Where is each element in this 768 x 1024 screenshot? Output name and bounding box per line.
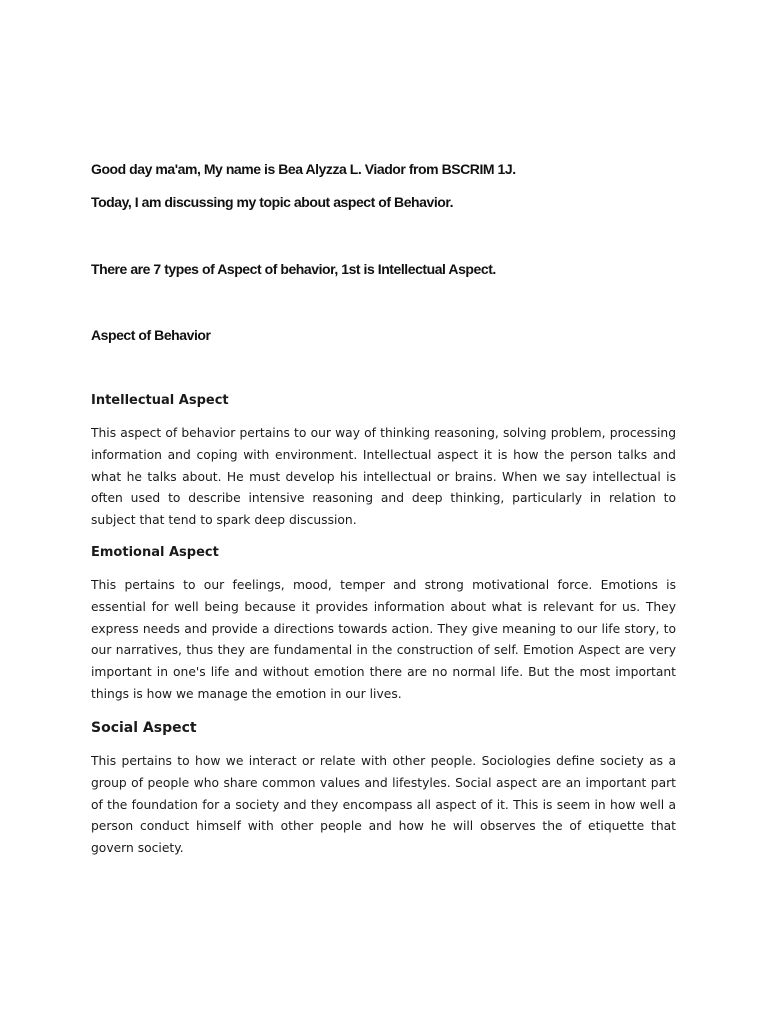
- section-heading-intellectual: Intellectual Aspect: [91, 393, 229, 408]
- section-body-social: This pertains to how we interact or relate with other people. Sociologies define society as a group of people who share common values and lifestyles. Social aspect are an important part of the foundation for a society and they encompass all aspect of it. This is seem in how well a person conduct himself with other people and how he will observes the of etiquette that govern society.: [91, 754, 676, 856]
- greeting-line: Good day ma'am, My name is Bea Alyzza L. Viador from BSCRIM 1J.: [91, 161, 516, 177]
- section-heading-emotional: Emotional Aspect: [91, 545, 219, 560]
- document-title: Aspect of Behavior: [91, 327, 211, 343]
- section-body-emotional: This pertains to our feelings, mood, temper and strong motivational force. Emotions is essential for well being because it provides information about what is relevant for us. They express needs and provide a directions towards action. They give meaning to our life story, to our narratives, thus they are fundamental in the construction of self. Emotion Aspect are very important in one's life and without emotion there are no normal life. But the most important things is how we manage the emotion in our lives.: [91, 578, 676, 701]
- topic-line: Today, I am discussing my topic about aspect of Behavior.: [91, 194, 454, 210]
- types-line: There are 7 types of Aspect of behavior, 1st is Intellectual Aspect.: [91, 261, 496, 277]
- section-heading-social: Social Aspect: [91, 720, 197, 736]
- section-body-intellectual: This aspect of behavior pertains to our way of thinking reasoning, solving problem, processing information and coping with environment. Intellectual aspect it is how the person talks and what he talks about. He must develop his intellectual or brains. When we say intellectual is often used to describe intensive reasoning and deep thinking, particularly in relation to subject that tend to spark deep discussion.: [91, 426, 676, 528]
